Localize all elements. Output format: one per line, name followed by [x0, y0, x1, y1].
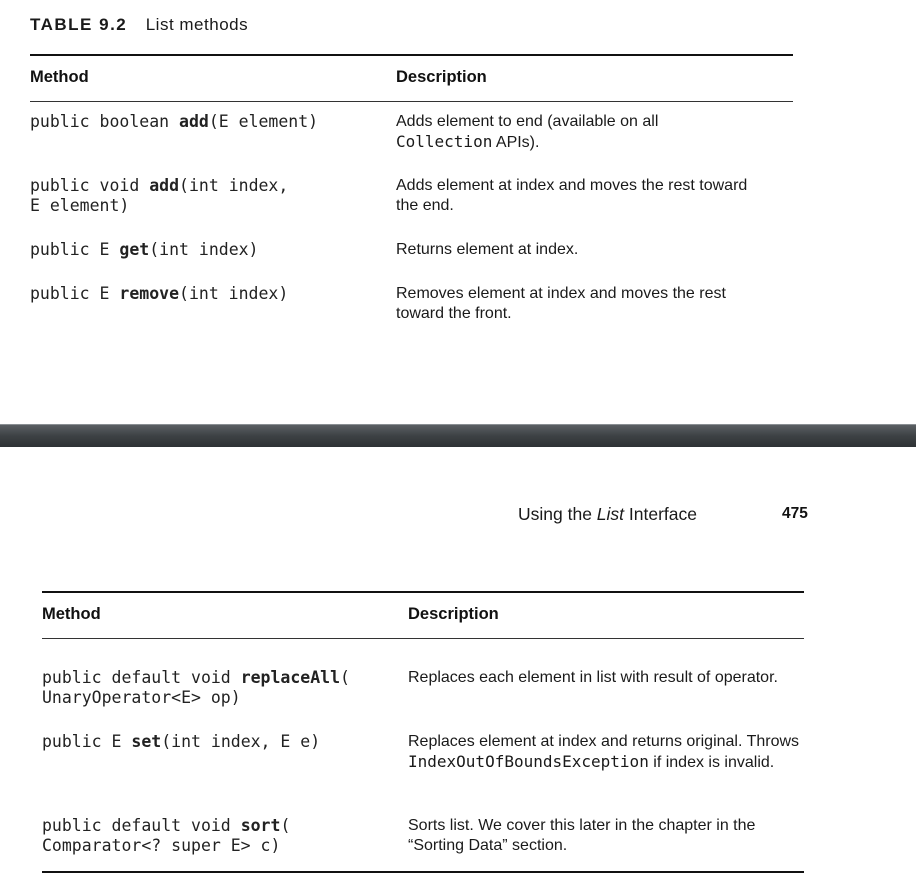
table-row-signature: public void add(int index, E element)	[30, 176, 289, 215]
column-header-description: Description	[396, 68, 487, 86]
table-row-description: Replaces each element in list with result of operator.	[408, 669, 778, 686]
table-row-description: Sorts list. We cover this later in the chapter in the “Sorting Data” section.	[408, 817, 756, 854]
table-row-description: Adds element to end (available on all Collection APIs).	[396, 113, 659, 151]
table-row-description: Replaces element at index and returns original. Throws IndexOutOfBoundsException if index is invalid.	[408, 733, 800, 771]
table-label: TABLE 9.2	[30, 15, 128, 34]
table-row-description: Returns element at index.	[396, 241, 579, 258]
table-header-rule	[42, 638, 804, 639]
page-number: 475	[782, 505, 808, 522]
table-row-signature: public default void sort( Comparator<? super E> c)	[42, 816, 291, 855]
column-header-method: Method	[30, 68, 89, 86]
running-header: Using the List Interface	[518, 504, 697, 524]
table-title: List methods	[145, 15, 249, 34]
table-bottom-rule	[42, 871, 804, 873]
table-row-signature: public E get(int index)	[30, 240, 259, 259]
table-row-signature: public E remove(int index)	[30, 284, 289, 303]
column-header-method: Method	[42, 605, 101, 623]
table-caption	[30, 15, 248, 35]
table-row-description: Adds element at index and moves the rest toward the end.	[396, 177, 748, 214]
table-top-rule	[42, 591, 804, 593]
table-row-signature: public boolean add(E element)	[30, 112, 319, 131]
column-header-description: Description	[408, 605, 499, 623]
table-top-rule	[30, 54, 793, 56]
table-row-signature: public default void replaceAll( UnaryOperator<E> op)	[42, 668, 350, 707]
table-row-description: Removes element at index and moves the rest toward the front.	[396, 285, 726, 322]
page-break-divider	[0, 425, 916, 447]
table-header-rule	[30, 101, 793, 102]
table-row-signature: public E set(int index, E e)	[42, 732, 321, 751]
